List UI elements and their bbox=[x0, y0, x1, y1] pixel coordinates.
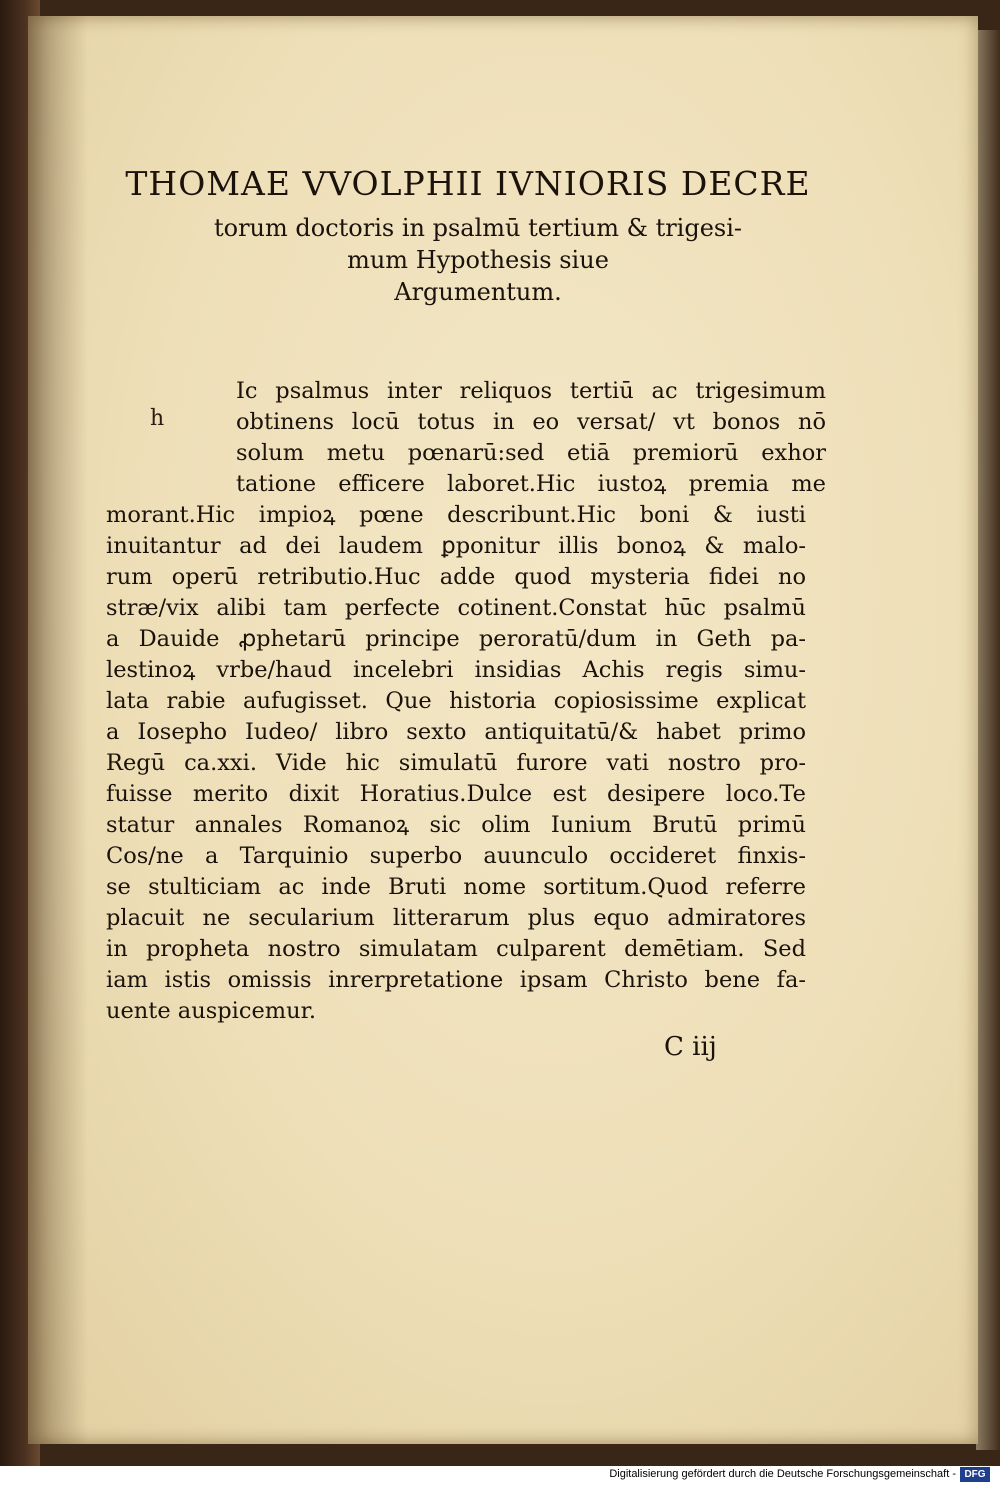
heading-line-2: torum doctoris in psalmū tertium & trigesi- bbox=[213, 214, 743, 242]
text-line: se stulticiam ac inde Bruti nome sortitum.Quod referre bbox=[106, 874, 806, 900]
text-line: a Iosepho Iudeo/ libro sexto antiquitatū/& habet primo bbox=[106, 719, 806, 745]
heading-line-1: THOMAE VVOLPHII IVNIORIS DECRE bbox=[125, 164, 811, 203]
text-line: uente auspicemur. bbox=[106, 998, 317, 1024]
text-line: Cos/ne a Tarquinio superbo auunculo occideret finxis- bbox=[106, 843, 806, 869]
text-line: statur annales Romanoꝝ sic olim Iunium Brutū primū bbox=[106, 812, 806, 838]
text-line: lata rabie aufugisset. Que historia copiosissime explicat bbox=[106, 688, 806, 714]
text-line: a Dauide ꝓphetarū principe peroratū/dum in Geth pa- bbox=[106, 626, 806, 652]
text-line: Regū ca.xxi. Vide hic simulatū furore vati nostro pro- bbox=[106, 750, 806, 776]
text-line: obtinens locū totus in eo versat/ vt bonos nō bbox=[236, 409, 826, 435]
page-edges bbox=[976, 30, 1000, 1450]
text-line: lestinoꝝ vrbe/haud incelebri insidias Achis regis simu- bbox=[106, 657, 806, 683]
text-line: solum metu pœnarū:sed etiā premiorū exhor bbox=[236, 440, 826, 466]
dfg-logo: DFG bbox=[960, 1467, 990, 1482]
text-line: fuisse merito dixit Horatius.Dulce est desipere loco.Te bbox=[106, 781, 806, 807]
footer-credit: Digitalisierung gefördert durch die Deutsche Forschungsgemeinschaft - bbox=[609, 1468, 956, 1480]
heading-line-4: Argumentum. bbox=[394, 278, 562, 306]
text-line: morant.Hic impioꝝ pœne describunt.Hic boni & iusti bbox=[106, 502, 806, 528]
text-line: placuit ne secularium litterarum plus equo admiratores bbox=[106, 905, 806, 931]
text-line: Ic psalmus inter reliquos tertiū ac trigesimum bbox=[236, 378, 826, 404]
book-page bbox=[28, 16, 978, 1444]
text-line: tatione efficere laboret.Hic iustoꝝ premia me bbox=[236, 471, 826, 497]
text-line: rum operū retributio.Huc adde quod mysteria fidei no bbox=[106, 564, 806, 590]
text-line: inuitantur ad dei laudem ꝑponitur illis bonoꝝ & malo- bbox=[106, 533, 806, 559]
guide-initial-letter: h bbox=[150, 406, 165, 431]
heading-line-3: mum Hypothesis siue bbox=[347, 246, 609, 274]
text-line: in propheta nostro simulatam culparent demētiam. Sed bbox=[106, 936, 806, 962]
page-gutter-shadow bbox=[28, 16, 88, 1444]
text-line: stræ/vix alibi tam perfecte cotinent.Constat hūc psalmū bbox=[106, 595, 806, 621]
text-line: iam istis omissis inrerpretatione ipsam Christo bene fa- bbox=[106, 967, 806, 993]
signature-mark: C iij bbox=[664, 1032, 717, 1062]
